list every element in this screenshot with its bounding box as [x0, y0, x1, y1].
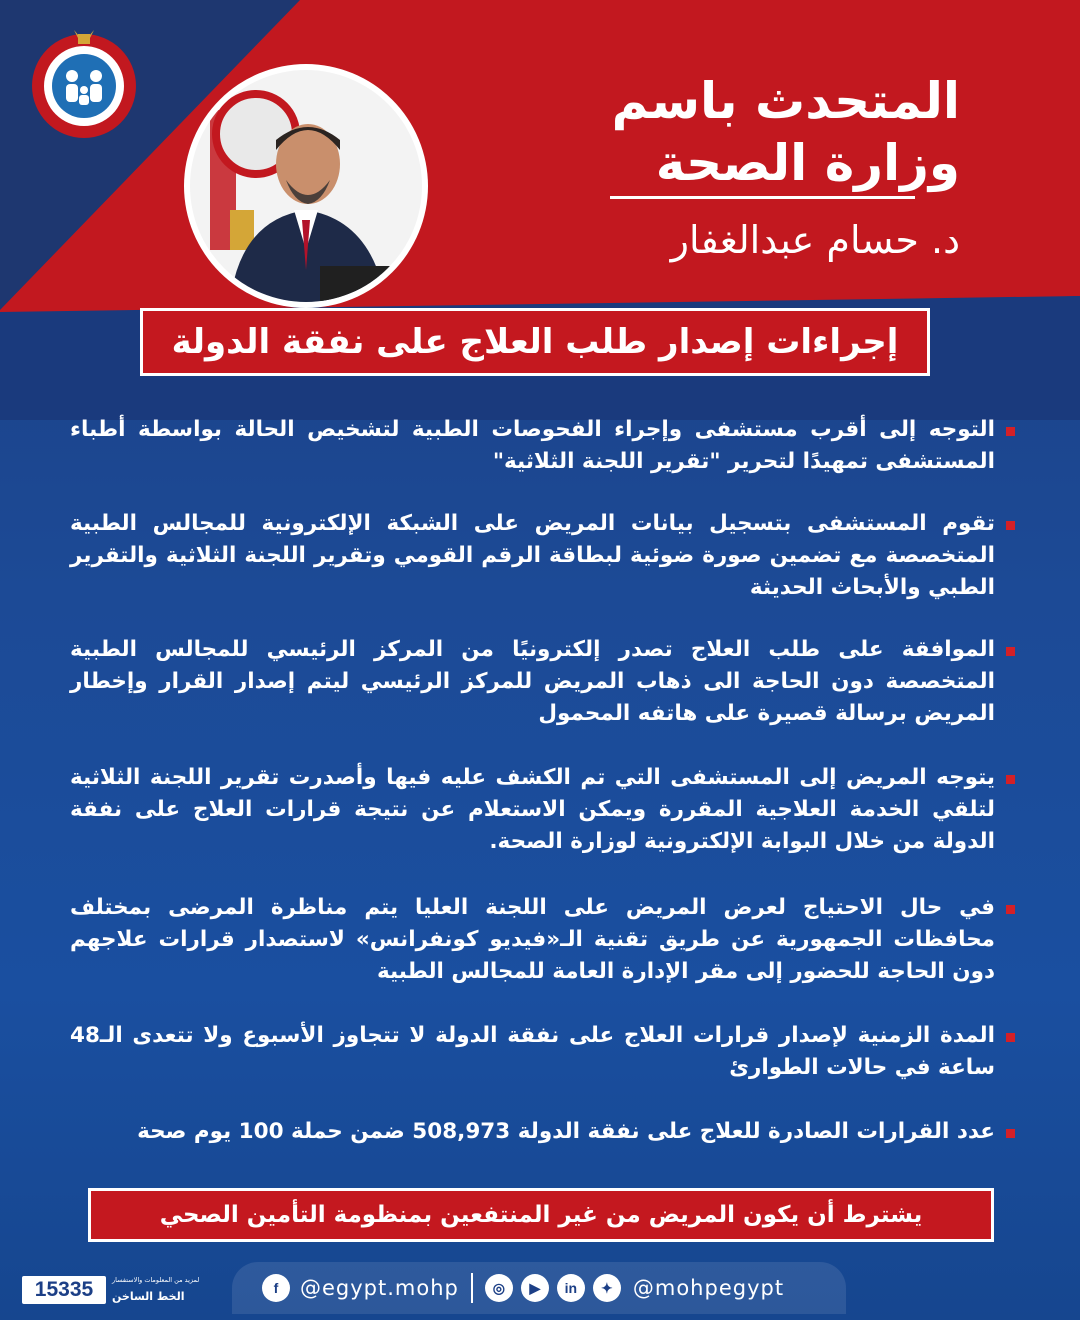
bullet-icon	[1006, 905, 1015, 914]
page-title: إجراءات إصدار طلب العلاج على نفقة الدولة	[171, 322, 899, 362]
social-bar	[232, 1262, 846, 1314]
facebook-icon[interactable]: f	[262, 1274, 290, 1302]
condition-banner	[88, 1188, 994, 1242]
list-item: المدة الزمنية لإصدار قرارات العلاج على نفقة الدولة لا تتجاوز الأسبوع ولا تتعدى الـ48 ساعة في حالات الطوارئ	[70, 1020, 995, 1084]
hotline	[22, 1272, 202, 1308]
instagram-icon[interactable]: ◎	[485, 1274, 513, 1302]
bullet-icon	[1006, 1033, 1015, 1042]
condition-text: يشترط أن يكون المريض من غير المنتفعين بمنظومة التأمين الصحي	[159, 1202, 923, 1228]
bullet-icon	[1006, 427, 1015, 436]
list-item: يتوجه المريض إلى المستشفى التي تم الكشف عليه فيها وأصدرت تقرير اللجنة الثلاثية لتلقي الخدمة العلاجية المقررة ويمكن الاستعلام عن نتيجة قرارات العلاج على نفقة الدولة من خلال البوابة الإلكترونية لوزارة الصحة.	[70, 762, 995, 858]
hotline-subtext: لمزيد من المعلومات والاستفسار	[112, 1276, 200, 1284]
list-item: تقوم المستشفى بتسجيل بيانات المريض على الشبكة الإلكترونية للمجالس الطبية المتخصصة مع تضمين صورة ضوئية لبطاقة الرقم القومي وتقرير اللجنة الثلاثية والتقرير الطبي والأبحاث الحديثة	[70, 508, 995, 604]
separator	[471, 1273, 473, 1303]
list-item: عدد القرارات الصادرة للعلاج على نفقة الدولة 508,973 ضمن حملة 100 يوم صحة	[70, 1116, 995, 1148]
header-title-line2: وزارة الصحة	[655, 134, 960, 192]
hotline-number: 15335	[22, 1276, 106, 1304]
ministry-logo	[28, 28, 140, 140]
header-title	[540, 70, 960, 194]
list-item: الموافقة على طلب العلاج تصدر إلكترونيًا من المركز الرئيسي للمجالس الطبية المتخصصة دون الحاجة الى ذهاب المريض للمركز الرئيسي ليتم إصدار القرار وإخطار المريض برسالة قصيرة على هاتفه المحمول	[70, 634, 995, 730]
social-handle[interactable]: @mohpegypt	[632, 1276, 785, 1300]
spokesperson-photo	[190, 70, 422, 302]
bullet-icon	[1006, 1129, 1015, 1138]
bullet-icon	[1006, 647, 1015, 656]
title-banner	[140, 308, 930, 376]
header-divider	[610, 196, 915, 199]
list-item: التوجه إلى أقرب مستشفى وإجراء الفحوصات الطبية لتشخيص الحالة بواسطة أطباء المستشفى تمهيدًا لتحرير "تقرير اللجنة الثلاثية"	[70, 414, 995, 478]
header-title-line1: المتحدث باسم	[611, 72, 960, 130]
facebook-handle[interactable]: @egypt.mohp	[300, 1276, 459, 1300]
bullet-icon	[1006, 521, 1015, 530]
youtube-icon[interactable]: ▶	[521, 1274, 549, 1302]
spokesperson-name: د. حسام عبدالغفار	[670, 218, 960, 262]
twitter-icon[interactable]: ✦	[593, 1274, 621, 1302]
bullet-icon	[1006, 775, 1015, 784]
list-item: في حال الاحتياج لعرض المريض على اللجنة العليا يتم مناظرة المرضى بمختلف محافظات الجمهورية عن طريق تقنية الـ«فيديو كونفرانس» لاستصدار قرارات علاجهم دون الحاجة للحضور إلى مقر الإدارة العامة للمجالس الطبية	[70, 892, 995, 988]
linkedin-icon[interactable]: in	[557, 1274, 585, 1302]
hotline-label: الخط الساخن	[112, 1290, 185, 1303]
